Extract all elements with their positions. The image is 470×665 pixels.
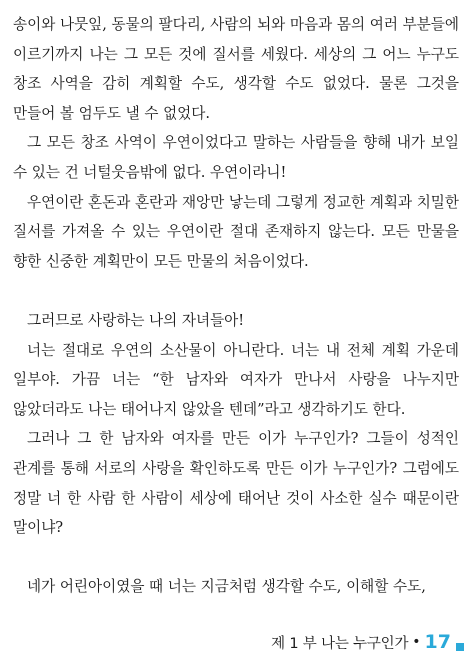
paragraph-4: 그러므로 사랑하는 나의 자녀들아! [27,311,245,329]
page-footer [271,627,464,657]
corner-square-icon [456,643,464,651]
paragraph-7: 네가 어린아이였을 때 너는 지금처럼 생각할 수도, 이해할 수도, [27,578,426,596]
paragraph-5: 너는 절대로 우연의 소산물이 아니란다. 너는 내 전체 계획 가운데 일부야. 가끔 너는 “한 남자와 여자가 만나서 사랑을 나누지만 않았더라도 나는 태어나지 않았을 텐데”라고 생각하기도 한다. [13,341,459,418]
running-title: 제 1 부 나는 누구인가 [271,635,409,652]
body-text [13,10,459,602]
paragraph-6: 그러나 그 한 남자와 여자를 만든 이가 누구인가? 그들이 성적인 관계를 통해 서로의 사랑을 확인하도록 만든 이가 누구인가? 그럼에도 정말 너 한 사람 한 사람이 세상에 태어난 것이 사소한 실수 때문이란 말이냐? [13,430,459,537]
bullet-separator: • [412,634,421,650]
page-number: 17 [424,631,451,653]
paragraph-gap [13,276,459,306]
paragraph-1: 송이와 나뭇잎, 동물의 팔다리, 사람의 뇌와 마음과 몸의 여러 부분들에 이르기까지 나는 그 모든 것에 질서를 세웠다. 세상의 그 어느 누구도 창조 사역을 감히 계획할 수도, 생각할 수도 없었다. 물론 그것을 만들어 볼 엄두도 낼 수 없었다. [13,16,459,122]
paragraph-3: 우연이란 혼돈과 혼란과 재앙만 낳는데 그렇게 정교한 계획과 치밀한 질서를 가져올 수 있는 우연이란 절대 존재하지 않는다. 모든 만물을 향한 신중한 계획만이 모든 만물의 처음이었다. [13,193,459,270]
paragraph-2: 그 모든 창조 사역이 우연이었다고 말하는 사람들을 향해 내가 보일 수 있는 건 너털웃음밖에 없다. 우연이라니! [13,134,459,181]
paragraph-gap [13,543,459,573]
